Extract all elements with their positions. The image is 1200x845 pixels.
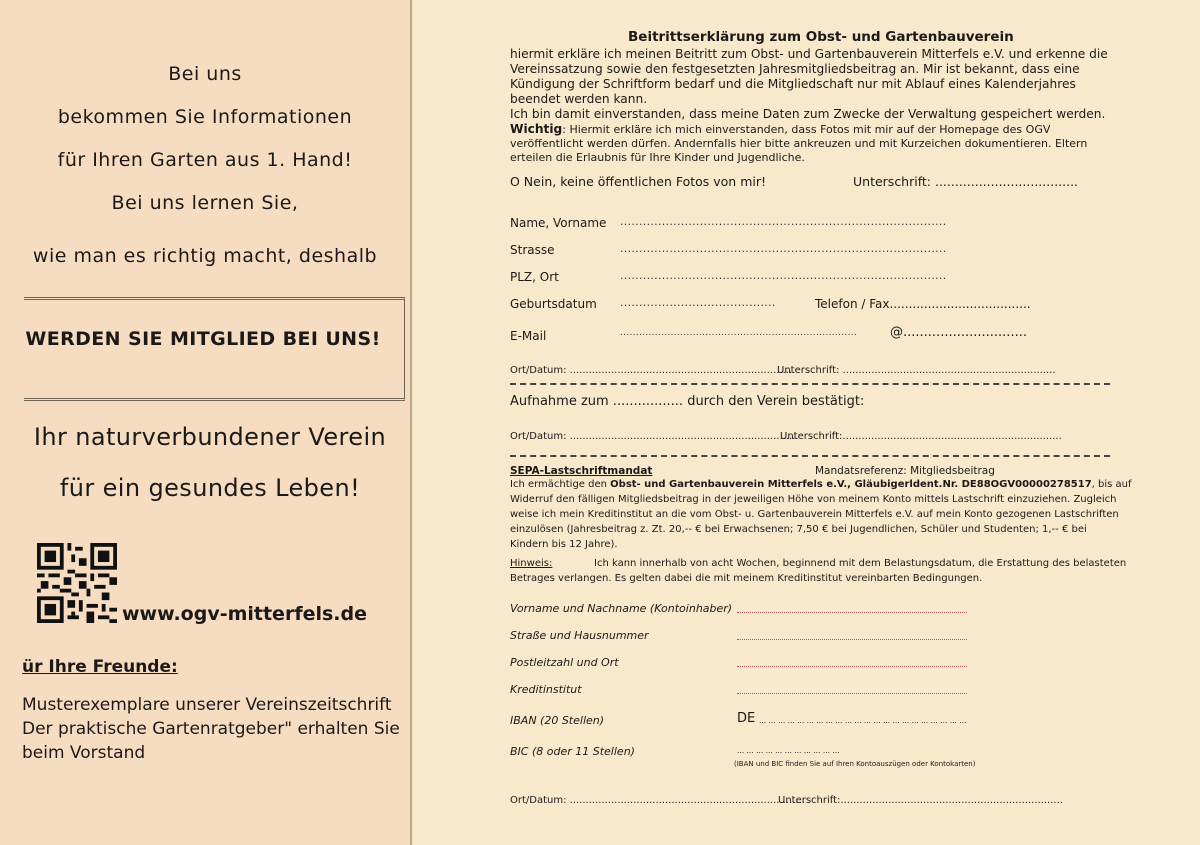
- intro-text-3: Kündigung der Schriftform bedarf und die Mitgliedschaft nur mit Ablauf eines Kalenderjahres: [510, 77, 1076, 91]
- membership-form: [412, 0, 1200, 845]
- zip-label: PLZ, Ort: [510, 270, 559, 284]
- sepa-signature-field[interactable]: Unterschrift:......................................................................: [778, 795, 1063, 806]
- slogan-line-2: für ein gesundes Leben!: [59, 474, 361, 502]
- admission-text: Aufnahme zum ................. durch den Verein bestätigt:: [510, 394, 865, 409]
- sepa-zip-label: Postleitzahl und Ort: [510, 656, 619, 669]
- qr-code: [37, 543, 117, 623]
- place-date-field[interactable]: Ort/Datum: .......................................................................: [510, 365, 796, 376]
- website-link[interactable]: www.ogv-mitterfels.de: [122, 603, 367, 625]
- sepa-text-5: Kindern bis 12 Jahre).: [510, 539, 618, 550]
- iban-label: IBAN (20 Stellen): [510, 714, 605, 727]
- mandate-reference: Mandatsreferenz: Mitgliedsbeitrag: [815, 465, 995, 477]
- intro-line-1: Bei uns: [168, 63, 242, 85]
- birthdate-field[interactable]: .........................................: [620, 296, 776, 309]
- email-domain-field[interactable]: @..............................: [890, 325, 1027, 340]
- intro-line-4: Bei uns lernen Sie,: [111, 192, 299, 214]
- wichtig-line: [510, 122, 1050, 137]
- bank-field[interactable]: [737, 693, 967, 694]
- friends-line-1: Musterexemplare unserer Vereinszeitschrift: [22, 695, 392, 715]
- sepa-place-date-field[interactable]: Ort/Datum: ..........................................................................: [510, 795, 805, 806]
- account-holder-field[interactable]: [737, 612, 967, 613]
- friends-line-2: Der praktische Gartenratgeber" erhalten Sie: [22, 719, 400, 739]
- bic-note: (IBAN und BIC finden Sie auf Ihren Kontoauszügen oder Kontokarten): [734, 760, 976, 768]
- intro-text-2: Vereinssatzung sowie den festgesetzten Jahresmitgliedsbeitrag an. Mir ist bekannt, dass eine: [510, 62, 1080, 76]
- sepa-text-1: [510, 479, 1132, 490]
- sepa-text-1a: Ich ermächtige den: [510, 479, 611, 490]
- wichtig-text: : Hiermit erkläre ich mich einverstanden, dass Fotos mit mir auf der Homepage des OGV: [562, 123, 1051, 136]
- friends-title: ür Ihre Freunde:: [22, 657, 178, 677]
- sepa-street-label: Straße und Hausnummer: [510, 629, 649, 642]
- form-title: Beitrittserklärung zum Obst- und Gartenbauverein: [628, 29, 1014, 45]
- hint-label: Hinweis:: [510, 558, 553, 569]
- sepa-text-4: einzulösen (Jahresbeitrag z. Zt. 20,-- € bei Erwachsenen; 7,50 € bei Jugendlichen, Schüler und Studenten; 1,-- € bei: [510, 524, 1087, 535]
- email-label: E-Mail: [510, 329, 547, 343]
- intro-line-2: bekommen Sie Informationen: [57, 106, 353, 128]
- club-place-date-field[interactable]: Ort/Datum: ........................................................................: [510, 431, 799, 442]
- name-field[interactable]: ......................................................................................: [620, 215, 947, 228]
- left-panel: [0, 0, 410, 845]
- cta-text: WERDEN SIE MITGLIED BEI UNS!: [25, 328, 381, 350]
- photo-signature-field[interactable]: Unterschrift: ....................................: [853, 174, 1079, 189]
- intro-text-5: Ich bin damit einverstanden, dass meine Daten zum Zwecke der Verwaltung gespeichert werden.: [510, 107, 1106, 121]
- sepa-creditor: Obst- und Gartenbauverein Mitterfels e.V., Gläubigerldent.Nr. DE88OGV00000278517: [610, 479, 1092, 490]
- street-label: Strasse: [510, 243, 555, 257]
- bic-field[interactable]: ... ... ... ... ... ... ... ... ... ... ...: [737, 746, 840, 755]
- sepa-text-3: weise ich mein Kreditinstitut an die vom Obst- u. Gartenbauverein Mitterfels e.V. auf mein Konto gezogenen Lastschriften: [510, 509, 1119, 520]
- intro-line-3: für Ihren Garten aus 1. Hand!: [57, 149, 353, 171]
- divider-2: [510, 455, 1110, 457]
- zip-field[interactable]: ......................................................................................: [620, 269, 947, 282]
- club-signature-field[interactable]: Unterschrift:.....................................................................: [780, 431, 1062, 442]
- account-holder-label: Vorname und Nachname (Kontoinhaber): [510, 602, 733, 615]
- email-field[interactable]: ...........................................................................: [620, 328, 858, 338]
- sepa-zip-field[interactable]: [737, 666, 967, 667]
- sepa-street-field[interactable]: [737, 639, 967, 640]
- sepa-title: SEPA-Lastschriftmandat: [510, 465, 653, 477]
- iban-prefix: DE: [737, 711, 756, 726]
- wichtig-more-1: veröffentlicht werden dürfen. Andernfalls hier bitte ankreuzen und mit Kurzeichen dokumentieren. Eltern: [510, 137, 1088, 150]
- photo-optout-checkbox[interactable]: O Nein, keine öffentlichen Fotos von mir!: [510, 174, 767, 189]
- intro-line-5: wie man es richtig macht, deshalb: [32, 245, 378, 267]
- bank-label: Kreditinstitut: [510, 683, 582, 696]
- iban-field[interactable]: ... ... ... ... ... ... ... ... ... ... ... ... ... ... ... ... ... ... ... ... ... ...: [759, 716, 967, 725]
- street-field[interactable]: ......................................................................................: [620, 242, 947, 255]
- intro-text-4: beendet werden kann.: [510, 92, 648, 106]
- cta-box: [24, 297, 405, 401]
- hint-text: Ich kann innerhalb von acht Wochen, beginnend mit dem Belastungsdatum, die Erstattung des belasteten: [594, 558, 1127, 569]
- sepa-text-2: Widerruf den fälligen Mitgliedsbeitrag in der jeweiligen Höhe von meinem Konto mittels Lastschrift einzuziehen. Zugleich: [510, 494, 1117, 505]
- intro-text-1: hiermit erkläre ich meinen Beitritt zum Obst- und Gartenbauverein Mitterfels e.V. und erkenne die: [510, 47, 1108, 61]
- friends-line-3: beim Vorstand: [22, 743, 146, 763]
- signature-field[interactable]: Unterschrift: ...................................................................: [777, 365, 1056, 376]
- divider-1: [510, 383, 1110, 385]
- wichtig-more-2: erteilen die Erlaubnis für Ihre Kinder und Jugendliche.: [510, 151, 805, 164]
- hint-more: Betrages verlangen. Es gelten dabei die mit meinem Kreditinstitut vereinbarten Bedingungen.: [510, 573, 983, 584]
- phone-field[interactable]: Telefon / Fax.....................................: [815, 297, 1031, 311]
- name-label: Name, Vorname: [510, 216, 607, 230]
- sepa-text-1c: , bis auf: [1091, 479, 1132, 490]
- bic-label: BIC (8 oder 11 Stellen): [510, 745, 635, 758]
- slogan-line-1: Ihr naturverbundener Verein: [33, 423, 387, 451]
- birthdate-label: Geburtsdatum: [510, 297, 597, 311]
- wichtig-label: Wichtig: [510, 122, 563, 136]
